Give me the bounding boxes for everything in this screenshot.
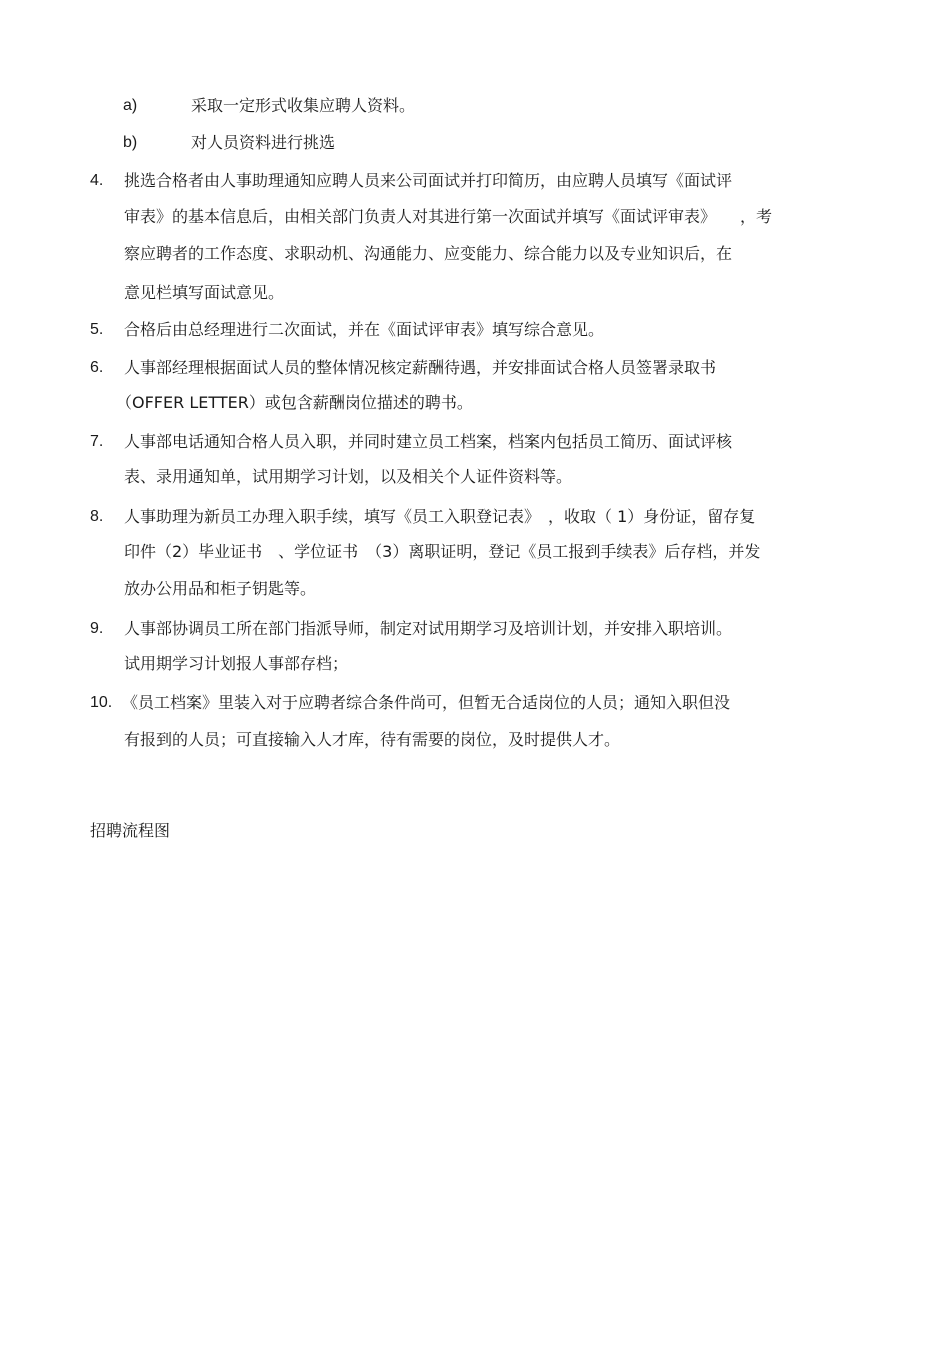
- list-item-line: 《员工档案》里装入对于应聘者综合条件尚可，但暂无合适岗位的人员；通知入职但没: [122, 693, 731, 712]
- list-item-line: 人事助理为新员工办理入职手续，填写《员工入职登记表》 ，收取（ 1）身份证，留存复: [124, 507, 756, 526]
- list-item-number: 5.: [90, 321, 104, 338]
- list-item-line: 意见栏填写面试意见。: [124, 283, 285, 302]
- list-item-number: 10.: [90, 694, 113, 711]
- list-item-line: 察应聘者的工作态度、求职动机、沟通能力、应变能力、综合能力以及专业知识后，在: [124, 244, 733, 263]
- sub-item-label: a): [123, 97, 138, 114]
- list-item-number: 8.: [90, 508, 104, 525]
- list-item-line: 挑选合格者由人事助理通知应聘人员来公司面试并打印简历，由应聘人员填写《面试评: [124, 171, 733, 190]
- list-item-number: 9.: [90, 620, 104, 637]
- list-item-line: 表、录用通知单，试用期学习计划，以及相关个人证件资料等。: [124, 467, 573, 486]
- section-title: 招聘流程图: [90, 821, 171, 840]
- list-item-line: 人事部电话通知合格人员入职，并同时建立员工档案，档案内包括员工简历、面试评核: [124, 432, 733, 451]
- list-item-number: 6.: [90, 359, 104, 376]
- sub-item-text: 采取一定形式收集应聘人资料。: [191, 96, 416, 115]
- sub-item-label: b): [123, 134, 138, 151]
- list-item-line: 试用期学习计划报人事部存档；: [124, 654, 349, 673]
- list-item-number: 7.: [90, 433, 104, 450]
- list-item-line: 人事部协调员工所在部门指派导师，制定对试用期学习及培训计划，并安排入职培训。: [124, 619, 733, 638]
- list-item-line: 有报到的人员；可直接输入人才库，待有需要的岗位，及时提供人才。: [124, 730, 621, 749]
- list-item-line: 印件（2）毕业证书 、学位证书 （3）离职证明，登记《员工报到手续表》后存档，并发: [124, 542, 761, 561]
- list-item-line: 审表》的基本信息后，由相关部门负责人对其进行第一次面试并填写《面试评审表》 ，考: [124, 207, 773, 226]
- list-item-line: （OFFER LETTER）或包含薪酬岗位描述的聘书。: [116, 393, 473, 412]
- list-item-number: 4.: [90, 172, 104, 189]
- list-item-line: 合格后由总经理进行二次面试，并在《面试评审表》填写综合意见。: [124, 320, 605, 339]
- sub-item-text: 对人员资料进行挑选: [191, 133, 336, 152]
- list-item-line: 放办公用品和柜子钥匙等。: [124, 579, 317, 598]
- list-item-line: 人事部经理根据面试人员的整体情况核定薪酬待遇，并安排面试合格人员签署录取书: [124, 358, 717, 377]
